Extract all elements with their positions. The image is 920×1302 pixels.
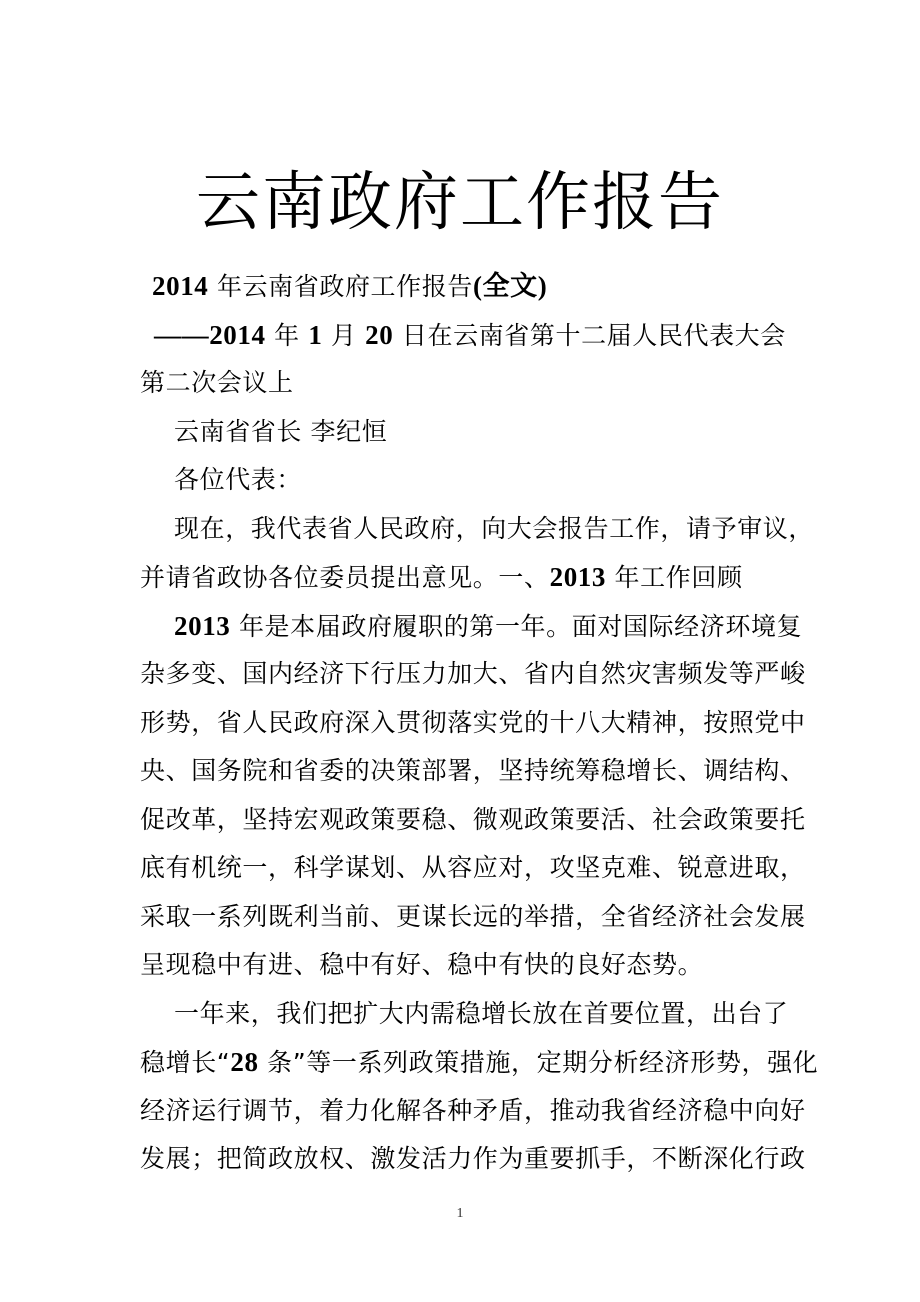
intro-paragraph-line-1: 现在，我代表省人民政府，向大会报告工作，请予审议， — [174, 513, 815, 543]
summary-paragraph-line-3: 经济运行调节，着力化解各种矛盾，推动我省经济稳中向好 — [140, 1095, 806, 1125]
subtitle-suffix: (全文) — [472, 271, 548, 301]
occasion-day: 20 — [365, 319, 394, 350]
review-paragraph-line-1 — [140, 602, 803, 651]
document-title: 云南政府工作报告 — [196, 166, 724, 240]
review-paragraph-line-3: 形势，省人民政府深入贯彻落实党的十八大精神，按照党中 — [140, 707, 806, 737]
speaker-line: 云南省省长 李纪恒 — [174, 416, 388, 446]
intro-text: 并请省政协各位委员提出意见。一、 — [140, 563, 550, 592]
summary-paragraph-line-1: 一年来，我们把扩大内需稳增长放在首要位置，出台了 — [174, 998, 789, 1028]
occasion-line-2: 第二次会议上 — [140, 368, 294, 397]
occasion-text-month-label: 月 — [322, 320, 366, 350]
section-year: 2013 — [549, 562, 607, 592]
salutation: 各位代表： — [174, 465, 303, 494]
review-paragraph-line-4: 央、国务院和省委的决策部署，坚持统筹稳增长、调结构、 — [140, 756, 806, 785]
review-text: 年是本届政府履职的第一年。面对国际经济环境复 — [230, 611, 803, 641]
review-paragraph-line-7: 采取一系列既利当前、更谋长远的举措，全省经济社会发展 — [140, 901, 806, 931]
occasion-line — [140, 311, 784, 360]
occasion-text-year-label: 年 — [265, 320, 309, 350]
review-year: 2013 — [174, 610, 231, 641]
summary-paragraph-line-2 — [140, 1038, 819, 1087]
summary-paragraph-line-4: 发展；把简政放权、激发活力作为重要抓手，不断深化行政 — [140, 1144, 806, 1173]
em-dash: —— — [154, 319, 210, 350]
report-subtitle — [140, 262, 784, 311]
review-paragraph-line-8: 呈现稳中有进、稳中有好、稳中有快的良好态势。 — [140, 950, 704, 979]
policy-count: 28 — [230, 1047, 259, 1077]
intro-paragraph-line-2 — [140, 553, 784, 602]
document-body — [140, 262, 819, 1184]
review-paragraph-line-6: 底有机统一，科学谋划、从容应对，攻坚克难、锐意进取， — [140, 853, 806, 882]
section-heading-text: 年工作回顾 — [606, 563, 743, 592]
page-number: 1 — [456, 1206, 464, 1221]
subtitle-year: 2014 — [152, 271, 209, 301]
review-paragraph-line-2: 杂多变、国内经济下行压力加大、省内自然灾害频发等严峻 — [140, 659, 806, 688]
occasion-text-venue: 日在云南省第十二届人民代表大会 — [393, 320, 786, 350]
occasion-year: 2014 — [209, 319, 266, 350]
review-paragraph-line-5: 促改革，坚持宏观政策要稳、微观政策要活、社会政策要托 — [140, 804, 806, 834]
subtitle-text: 年云南省政府工作报告 — [208, 272, 473, 301]
summary-text-pre: 稳增长“ — [140, 1048, 231, 1077]
summary-text-post: 条”等一系列政策措施，定期分析经济形势，强化 — [258, 1048, 819, 1077]
occasion-month: 1 — [308, 319, 323, 350]
